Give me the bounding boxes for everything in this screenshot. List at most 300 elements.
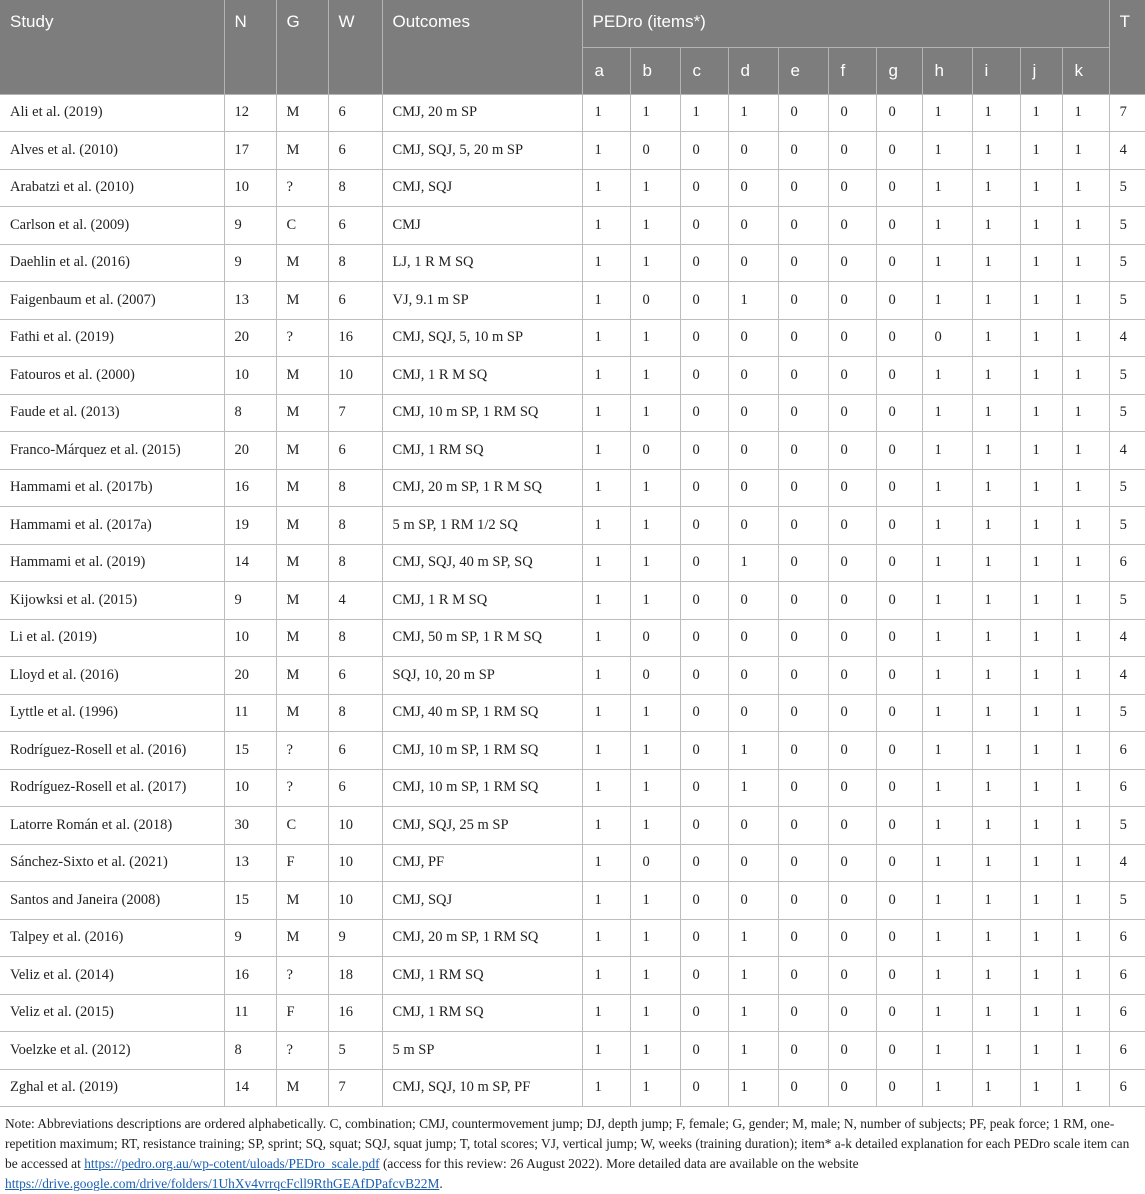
cell-pedro-item: 0 [680, 169, 728, 207]
cell-pedro-item: 0 [828, 732, 876, 770]
cell-pedro-item: 0 [778, 919, 828, 957]
cell-pedro-item: 0 [778, 844, 828, 882]
cell-pedro-item: 1 [922, 244, 972, 282]
cell-pedro-item: 0 [680, 657, 728, 695]
cell-pedro-item: 0 [876, 694, 922, 732]
cell-w: 8 [328, 619, 382, 657]
table-row [0, 94, 1145, 132]
cell-pedro-item: 1 [922, 394, 972, 432]
cell-pedro-item: 0 [778, 132, 828, 170]
cell-w: 6 [328, 282, 382, 320]
cell-pedro-item: 1 [922, 732, 972, 770]
cell-w: 7 [328, 1069, 382, 1107]
cell-n: 20 [224, 657, 276, 695]
cell-pedro-item: 1 [582, 469, 630, 507]
cell-g: F [276, 994, 328, 1032]
cell-pedro-item: 1 [582, 394, 630, 432]
table-row [0, 394, 1145, 432]
cell-pedro-item: 0 [728, 132, 778, 170]
cell-pedro-item: 1 [1020, 582, 1062, 620]
cell-t: 5 [1109, 357, 1145, 395]
cell-g: M [276, 394, 328, 432]
cell-pedro-item: 1 [582, 694, 630, 732]
cell-pedro-item: 0 [680, 282, 728, 320]
cell-pedro-item: 1 [922, 807, 972, 845]
cell-pedro-item: 1 [922, 957, 972, 995]
cell-pedro-item: 0 [828, 544, 876, 582]
cell-pedro-item: 0 [630, 619, 680, 657]
cell-pedro-item: 0 [876, 507, 922, 545]
cell-t: 6 [1109, 1069, 1145, 1107]
cell-g: M [276, 469, 328, 507]
cell-n: 9 [224, 919, 276, 957]
cell-g: M [276, 919, 328, 957]
cell-pedro-item: 1 [1020, 694, 1062, 732]
cell-pedro-item: 0 [876, 207, 922, 245]
cell-pedro-item: 1 [728, 282, 778, 320]
cell-t: 6 [1109, 1032, 1145, 1070]
cell-study: Lloyd et al. (2016) [0, 657, 224, 695]
cell-g: C [276, 807, 328, 845]
cell-pedro-item: 0 [778, 319, 828, 357]
header-study: Study [0, 0, 224, 94]
table-row [0, 357, 1145, 395]
cell-pedro-item: 0 [828, 657, 876, 695]
table-row [0, 957, 1145, 995]
cell-pedro-item: 1 [680, 94, 728, 132]
drive-folder-link[interactable]: https://drive.google.com/drive/folders/1UhXv4vrrqcFcll9RthGEAfDPafcvB22M [5, 1176, 440, 1191]
cell-study: Ali et al. (2019) [0, 94, 224, 132]
cell-g: F [276, 844, 328, 882]
table-row [0, 882, 1145, 920]
cell-pedro-item: 0 [876, 1069, 922, 1107]
cell-pedro-item: 0 [680, 619, 728, 657]
cell-w: 16 [328, 319, 382, 357]
cell-pedro-item: 1 [972, 507, 1020, 545]
header-pedro-item: e [778, 47, 828, 94]
cell-pedro-item: 1 [630, 507, 680, 545]
cell-pedro-item: 1 [972, 319, 1020, 357]
cell-n: 16 [224, 957, 276, 995]
cell-pedro-item: 1 [582, 919, 630, 957]
cell-pedro-item: 1 [972, 732, 1020, 770]
cell-pedro-item: 1 [582, 244, 630, 282]
cell-outcomes: CMJ, SQJ [382, 882, 582, 920]
cell-pedro-item: 1 [972, 769, 1020, 807]
cell-pedro-item: 1 [922, 357, 972, 395]
cell-t: 6 [1109, 919, 1145, 957]
cell-pedro-item: 0 [876, 94, 922, 132]
cell-pedro-item: 0 [876, 282, 922, 320]
cell-g: M [276, 882, 328, 920]
cell-pedro-item: 0 [778, 807, 828, 845]
cell-outcomes: SQJ, 10, 20 m SP [382, 657, 582, 695]
cell-study: Veliz et al. (2015) [0, 994, 224, 1032]
header-pedro-item: c [680, 47, 728, 94]
cell-n: 15 [224, 882, 276, 920]
cell-pedro-item: 0 [876, 432, 922, 470]
cell-w: 8 [328, 169, 382, 207]
cell-pedro-item: 0 [828, 844, 876, 882]
cell-pedro-item: 0 [778, 244, 828, 282]
cell-pedro-item: 1 [972, 207, 1020, 245]
table-row [0, 769, 1145, 807]
cell-pedro-item: 0 [630, 132, 680, 170]
cell-n: 10 [224, 357, 276, 395]
cell-pedro-item: 0 [778, 544, 828, 582]
cell-n: 11 [224, 694, 276, 732]
cell-n: 20 [224, 432, 276, 470]
header-pedro-item: f [828, 47, 876, 94]
cell-w: 5 [328, 1032, 382, 1070]
cell-study: Voelzke et al. (2012) [0, 1032, 224, 1070]
cell-outcomes: CMJ, SQJ, 5, 20 m SP [382, 132, 582, 170]
cell-pedro-item: 1 [922, 919, 972, 957]
cell-n: 9 [224, 582, 276, 620]
pedro-scale-link[interactable]: https://pedro.org.au/wp-cotent/uloads/PEDro_scale.pdf [84, 1156, 380, 1171]
cell-pedro-item: 1 [630, 807, 680, 845]
cell-pedro-item: 1 [728, 994, 778, 1032]
cell-outcomes: CMJ, PF [382, 844, 582, 882]
cell-pedro-item: 1 [1020, 207, 1062, 245]
cell-pedro-item: 1 [630, 319, 680, 357]
header-t: T [1109, 0, 1145, 94]
table-row [0, 844, 1145, 882]
cell-w: 4 [328, 582, 382, 620]
cell-pedro-item: 1 [922, 507, 972, 545]
cell-outcomes: CMJ, 50 m SP, 1 R M SQ [382, 619, 582, 657]
cell-study: Sánchez-Sixto et al. (2021) [0, 844, 224, 882]
cell-pedro-item: 0 [876, 469, 922, 507]
cell-pedro-item: 1 [972, 657, 1020, 695]
cell-pedro-item: 1 [630, 207, 680, 245]
cell-pedro-item: 0 [728, 882, 778, 920]
cell-pedro-item: 0 [876, 582, 922, 620]
cell-pedro-item: 0 [876, 169, 922, 207]
cell-pedro-item: 0 [828, 1032, 876, 1070]
cell-n: 14 [224, 544, 276, 582]
cell-pedro-item: 0 [876, 807, 922, 845]
cell-pedro-item: 1 [1062, 432, 1109, 470]
cell-pedro-item: 1 [1020, 169, 1062, 207]
cell-pedro-item: 0 [828, 94, 876, 132]
cell-outcomes: CMJ, 1 RM SQ [382, 957, 582, 995]
cell-pedro-item: 1 [1020, 94, 1062, 132]
cell-outcomes: CMJ, 40 m SP, 1 RM SQ [382, 694, 582, 732]
cell-pedro-item: 1 [582, 957, 630, 995]
table-row [0, 1069, 1145, 1107]
cell-pedro-item: 0 [680, 582, 728, 620]
cell-pedro-item: 1 [922, 1032, 972, 1070]
cell-pedro-item: 0 [828, 619, 876, 657]
cell-pedro-item: 1 [1062, 319, 1109, 357]
cell-pedro-item: 0 [680, 544, 728, 582]
cell-pedro-item: 0 [778, 694, 828, 732]
cell-pedro-item: 1 [728, 1069, 778, 1107]
cell-pedro-item: 0 [828, 282, 876, 320]
cell-pedro-item: 0 [680, 357, 728, 395]
cell-outcomes: CMJ, SQJ, 5, 10 m SP [382, 319, 582, 357]
cell-pedro-item: 1 [630, 1069, 680, 1107]
cell-study: Daehlin et al. (2016) [0, 244, 224, 282]
cell-pedro-item: 1 [1020, 882, 1062, 920]
cell-pedro-item: 0 [876, 882, 922, 920]
cell-pedro-item: 1 [1062, 1069, 1109, 1107]
table-row [0, 244, 1145, 282]
cell-study: Faigenbaum et al. (2007) [0, 282, 224, 320]
table-row [0, 432, 1145, 470]
table-row [0, 619, 1145, 657]
cell-pedro-item: 0 [728, 807, 778, 845]
cell-study: Lyttle et al. (1996) [0, 694, 224, 732]
cell-g: M [276, 582, 328, 620]
cell-t: 4 [1109, 657, 1145, 695]
cell-pedro-item: 1 [582, 1069, 630, 1107]
cell-pedro-item: 1 [582, 582, 630, 620]
cell-pedro-item: 0 [828, 582, 876, 620]
cell-pedro-item: 1 [582, 769, 630, 807]
cell-pedro-item: 1 [1062, 582, 1109, 620]
cell-w: 18 [328, 957, 382, 995]
cell-pedro-item: 1 [582, 544, 630, 582]
cell-pedro-item: 1 [630, 582, 680, 620]
cell-pedro-item: 1 [972, 1069, 1020, 1107]
cell-pedro-item: 1 [1062, 507, 1109, 545]
cell-n: 8 [224, 1032, 276, 1070]
cell-outcomes: CMJ, 10 m SP, 1 RM SQ [382, 394, 582, 432]
cell-t: 4 [1109, 132, 1145, 170]
cell-pedro-item: 0 [828, 694, 876, 732]
cell-study: Santos and Janeira (2008) [0, 882, 224, 920]
cell-pedro-item: 1 [1062, 94, 1109, 132]
cell-pedro-item: 0 [680, 1032, 728, 1070]
table-row [0, 169, 1145, 207]
cell-g: ? [276, 957, 328, 995]
cell-pedro-item: 0 [680, 844, 728, 882]
cell-pedro-item: 0 [680, 694, 728, 732]
cell-pedro-item: 0 [828, 994, 876, 1032]
cell-pedro-item: 1 [922, 207, 972, 245]
cell-pedro-item: 1 [972, 994, 1020, 1032]
cell-w: 8 [328, 507, 382, 545]
cell-w: 10 [328, 882, 382, 920]
cell-outcomes: VJ, 9.1 m SP [382, 282, 582, 320]
cell-pedro-item: 1 [972, 957, 1020, 995]
cell-outcomes: CMJ, 20 m SP, 1 R M SQ [382, 469, 582, 507]
cell-g: M [276, 657, 328, 695]
table-row [0, 807, 1145, 845]
cell-outcomes: CMJ, SQJ, 10 m SP, PF [382, 1069, 582, 1107]
cell-w: 16 [328, 994, 382, 1032]
cell-pedro-item: 0 [728, 507, 778, 545]
cell-outcomes: 5 m SP [382, 1032, 582, 1070]
header-pedro-item: b [630, 47, 680, 94]
cell-pedro-item: 0 [876, 132, 922, 170]
cell-outcomes: CMJ, SQJ [382, 169, 582, 207]
cell-outcomes: CMJ, 10 m SP, 1 RM SQ [382, 732, 582, 770]
header-pedro-item: a [582, 47, 630, 94]
cell-pedro-item: 1 [972, 394, 1020, 432]
note-text-2: (access for this review: 26 August 2022). More detailed data are available on the website [379, 1156, 859, 1171]
cell-pedro-item: 1 [1020, 732, 1062, 770]
cell-pedro-item: 1 [582, 132, 630, 170]
cell-n: 20 [224, 319, 276, 357]
cell-pedro-item: 1 [922, 582, 972, 620]
cell-pedro-item: 1 [972, 807, 1020, 845]
cell-pedro-item: 1 [1020, 1069, 1062, 1107]
cell-pedro-item: 1 [630, 694, 680, 732]
header-g: G [276, 0, 328, 94]
cell-pedro-item: 1 [922, 619, 972, 657]
cell-pedro-item: 1 [1062, 919, 1109, 957]
cell-pedro-item: 0 [728, 657, 778, 695]
cell-t: 5 [1109, 469, 1145, 507]
header-n: N [224, 0, 276, 94]
cell-n: 10 [224, 769, 276, 807]
cell-w: 10 [328, 357, 382, 395]
cell-pedro-item: 0 [778, 882, 828, 920]
cell-pedro-item: 0 [728, 432, 778, 470]
cell-outcomes: LJ, 1 R M SQ [382, 244, 582, 282]
table-row [0, 657, 1145, 695]
cell-pedro-item: 0 [680, 1069, 728, 1107]
header-pedro-item: h [922, 47, 972, 94]
cell-g: M [276, 432, 328, 470]
cell-w: 6 [328, 432, 382, 470]
cell-n: 11 [224, 994, 276, 1032]
cell-g: M [276, 694, 328, 732]
cell-pedro-item: 0 [828, 769, 876, 807]
cell-pedro-item: 0 [876, 544, 922, 582]
cell-pedro-item: 0 [728, 319, 778, 357]
note-text-3: . [439, 1176, 443, 1191]
table-row [0, 132, 1145, 170]
cell-pedro-item: 1 [582, 432, 630, 470]
cell-pedro-item: 1 [728, 1032, 778, 1070]
cell-t: 4 [1109, 319, 1145, 357]
cell-pedro-item: 1 [582, 507, 630, 545]
cell-w: 10 [328, 844, 382, 882]
cell-g: M [276, 94, 328, 132]
cell-n: 14 [224, 1069, 276, 1107]
cell-study: Arabatzi et al. (2010) [0, 169, 224, 207]
cell-pedro-item: 1 [1020, 282, 1062, 320]
cell-pedro-item: 1 [1020, 507, 1062, 545]
cell-pedro-item: 0 [828, 357, 876, 395]
cell-pedro-item: 1 [1020, 544, 1062, 582]
cell-pedro-item: 1 [922, 94, 972, 132]
cell-w: 8 [328, 469, 382, 507]
cell-pedro-item: 0 [728, 357, 778, 395]
table-row [0, 732, 1145, 770]
cell-t: 7 [1109, 94, 1145, 132]
cell-g: ? [276, 319, 328, 357]
cell-pedro-item: 0 [828, 807, 876, 845]
cell-pedro-item: 1 [582, 732, 630, 770]
cell-pedro-item: 0 [828, 244, 876, 282]
cell-pedro-item: 0 [778, 357, 828, 395]
cell-n: 13 [224, 844, 276, 882]
cell-pedro-item: 0 [778, 507, 828, 545]
cell-pedro-item: 0 [778, 957, 828, 995]
cell-pedro-item: 1 [1062, 282, 1109, 320]
cell-pedro-item: 0 [728, 582, 778, 620]
cell-pedro-item: 1 [1020, 844, 1062, 882]
cell-t: 5 [1109, 169, 1145, 207]
cell-study: Fatouros et al. (2000) [0, 357, 224, 395]
cell-pedro-item: 1 [1062, 132, 1109, 170]
cell-pedro-item: 0 [778, 94, 828, 132]
cell-pedro-item: 1 [1062, 544, 1109, 582]
cell-g: M [276, 544, 328, 582]
cell-study: Kijowksi et al. (2015) [0, 582, 224, 620]
cell-pedro-item: 0 [680, 244, 728, 282]
cell-n: 8 [224, 394, 276, 432]
cell-n: 10 [224, 619, 276, 657]
cell-pedro-item: 0 [922, 319, 972, 357]
cell-pedro-item: 0 [728, 619, 778, 657]
cell-pedro-item: 0 [778, 394, 828, 432]
cell-w: 9 [328, 919, 382, 957]
cell-pedro-item: 1 [630, 957, 680, 995]
cell-study: Veliz et al. (2014) [0, 957, 224, 995]
cell-pedro-item: 1 [1062, 169, 1109, 207]
cell-pedro-item: 0 [680, 957, 728, 995]
cell-g: ? [276, 769, 328, 807]
cell-t: 6 [1109, 732, 1145, 770]
cell-pedro-item: 1 [972, 844, 1020, 882]
cell-outcomes: CMJ, SQJ, 40 m SP, SQ [382, 544, 582, 582]
cell-pedro-item: 1 [972, 1032, 1020, 1070]
cell-pedro-item: 1 [922, 769, 972, 807]
cell-pedro-item: 0 [876, 732, 922, 770]
cell-pedro-item: 1 [1020, 469, 1062, 507]
cell-g: M [276, 1069, 328, 1107]
cell-outcomes: 5 m SP, 1 RM 1/2 SQ [382, 507, 582, 545]
cell-pedro-item: 1 [728, 919, 778, 957]
cell-study: Hammami et al. (2019) [0, 544, 224, 582]
cell-pedro-item: 1 [1062, 394, 1109, 432]
cell-pedro-item: 1 [972, 582, 1020, 620]
cell-pedro-item: 1 [582, 844, 630, 882]
cell-pedro-item: 1 [972, 694, 1020, 732]
cell-pedro-item: 1 [728, 732, 778, 770]
cell-pedro-item: 1 [1062, 882, 1109, 920]
cell-pedro-item: 0 [778, 1069, 828, 1107]
cell-pedro-item: 1 [1020, 132, 1062, 170]
cell-pedro-item: 0 [680, 919, 728, 957]
cell-t: 4 [1109, 619, 1145, 657]
cell-study: Fathi et al. (2019) [0, 319, 224, 357]
cell-pedro-item: 1 [728, 544, 778, 582]
cell-pedro-item: 0 [778, 469, 828, 507]
cell-w: 6 [328, 132, 382, 170]
cell-pedro-item: 1 [630, 882, 680, 920]
cell-pedro-item: 1 [582, 807, 630, 845]
cell-pedro-item: 1 [922, 882, 972, 920]
cell-pedro-item: 1 [1020, 657, 1062, 695]
cell-n: 16 [224, 469, 276, 507]
cell-w: 8 [328, 544, 382, 582]
cell-g: M [276, 282, 328, 320]
cell-pedro-item: 1 [1062, 807, 1109, 845]
cell-pedro-item: 0 [778, 657, 828, 695]
cell-pedro-item: 1 [582, 282, 630, 320]
cell-pedro-item: 0 [728, 469, 778, 507]
cell-pedro-item: 0 [778, 282, 828, 320]
cell-pedro-item: 0 [680, 469, 728, 507]
cell-pedro-item: 0 [876, 244, 922, 282]
